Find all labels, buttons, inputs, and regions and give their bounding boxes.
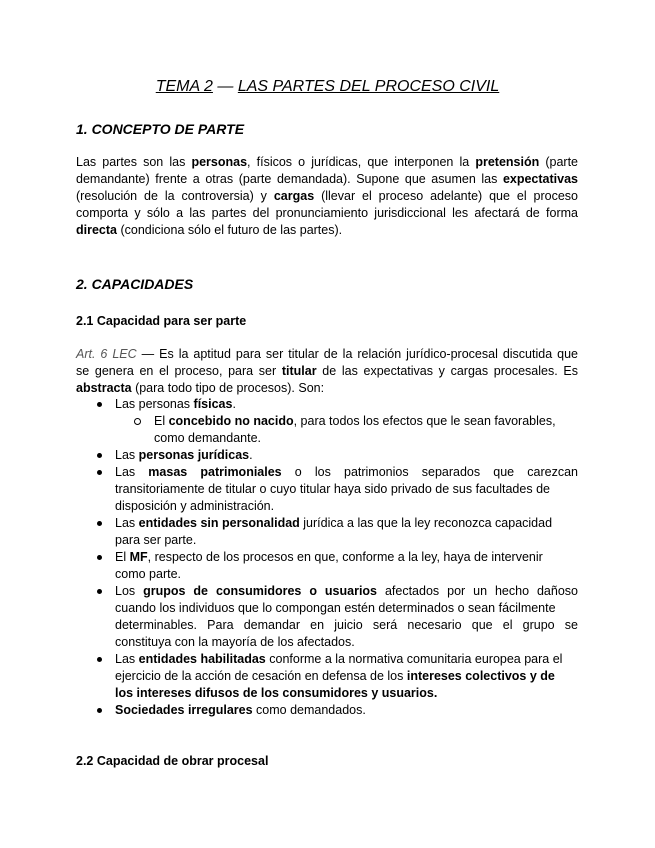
hollow-bullet-icon [134, 418, 141, 425]
subsection-2-1-intro: Art. 6 LEC — Es la aptitud para ser titular de la relación jurídico-procesal discutida que se genera en el proceso, para ser titular de las expectativas y cargas procesales. Es abstracta (para todo tipo de procesos). Son: [76, 347, 578, 395]
list-item: Las personas físicas. [76, 396, 578, 413]
title-name: LAS PARTES DEL PROCESO CIVIL [237, 78, 500, 95]
list-item: Las entidades sin personalidad jurídica a las que la ley reconozca capacidad para ser parte. [76, 515, 578, 549]
section-2-heading: 2. CAPACIDADES [76, 276, 194, 292]
list-item: El MF, respecto de los procesos en que, conforme a la ley, haya de intervenir como parte. [76, 549, 578, 583]
document-title [0, 77, 655, 97]
title-separator: — [212, 78, 238, 95]
list-item: Las masas patrimoniales o los patrimonios separados que carezcan transitoriamente de titular o cuyo titular haya sido privado de sus facultades de disposición y administración. [76, 464, 578, 515]
list-item: Los grupos de consumidores o usuarios afectados por un hecho dañoso cuando los individuos que lo compongan estén determinados o sean fácilmente determinables. Para demandar en juicio será necesario que el grupo se constituya con la mayoría de los afectados. [76, 583, 578, 651]
sub-list-item: El concebido no nacido, para todos los efectos que le sean favorables, como demandante. [76, 413, 578, 447]
bullet-icon [97, 470, 102, 475]
subsection-2-2-heading: 2.2 Capacidad de obrar procesal [76, 754, 269, 768]
bullet-icon [97, 657, 102, 662]
bullet-icon [97, 708, 102, 713]
title-tema: TEMA 2 [155, 78, 213, 95]
subsection-2-1-heading: 2.1 Capacidad para ser parte [76, 314, 247, 328]
bullet-icon [97, 555, 102, 560]
bullet-icon [97, 589, 102, 594]
bullet-icon [97, 402, 102, 407]
capacity-list [76, 396, 578, 719]
list-item: Sociedades irregulares como demandados. [76, 702, 578, 719]
bullet-icon [97, 453, 102, 458]
bullet-icon [97, 521, 102, 526]
section-1-heading: 1. CONCEPTO DE PARTE [76, 121, 245, 137]
list-item: Las personas jurídicas. [76, 447, 578, 464]
list-item: Las entidades habilitadas conforme a la normativa comunitaria europea para el ejercicio de la acción de cesación en defensa de los intereses colectivos y de los intereses difusos de los consumidores y usuarios. [76, 651, 578, 702]
section-1-paragraph: Las partes son las personas, físicos o jurídicas, que interponen la pretensión (parte demandante) frente a otras (parte demandada). Supone que asumen las expectativas (resolución de la controversia) y cargas (llevar el proceso adelante) que el proceso comporta y sólo a las partes del pronunciamiento jurisdiccional les afectará de forma directa (condiciona sólo el futuro de las partes). [76, 155, 578, 237]
